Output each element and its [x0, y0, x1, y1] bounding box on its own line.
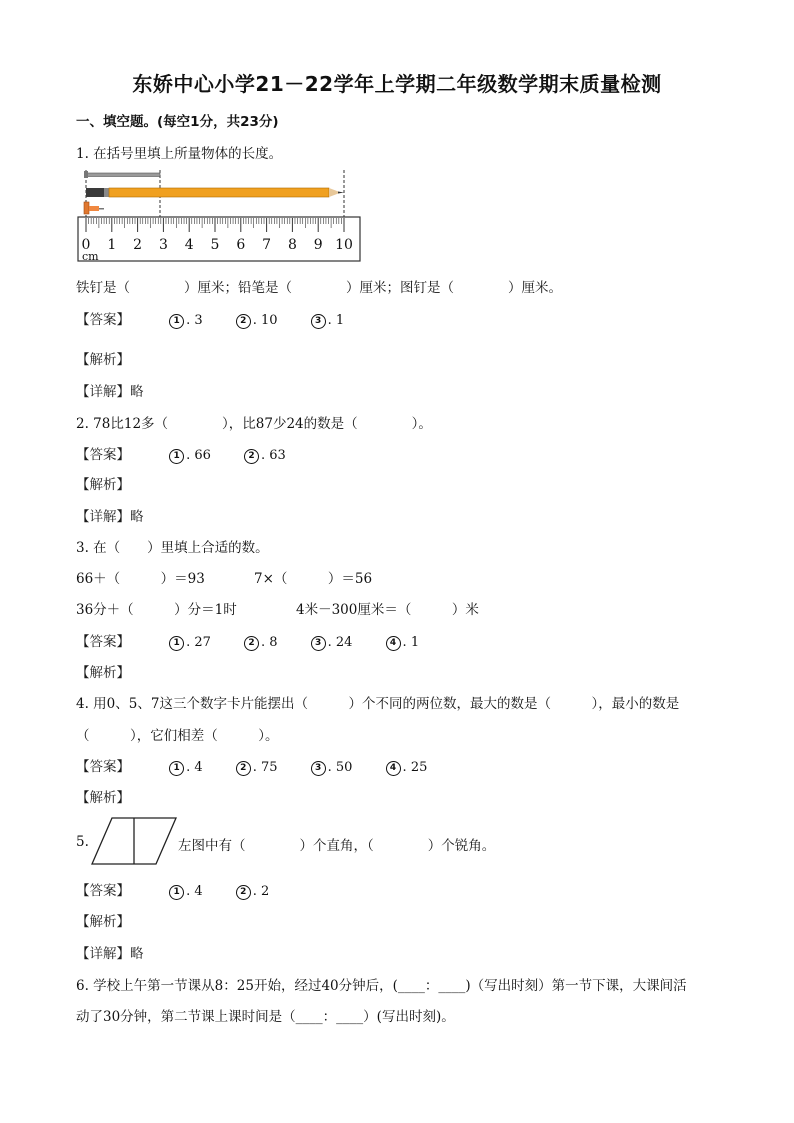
circle-number: 1 [169, 636, 184, 651]
ruler-tick-label: 3 [158, 237, 168, 253]
nail-icon [84, 171, 160, 178]
ruler-figure [76, 164, 366, 264]
answer-value: 3 [194, 313, 203, 328]
answer-value: 75 [261, 760, 278, 775]
circle-number: 1 [169, 885, 184, 900]
answer-value: 4 [194, 760, 203, 775]
analysis-tag: 【解析】 [76, 790, 130, 806]
question-3-eq3: 36分＋（ ）分＝1时 [76, 602, 237, 618]
circle-number: 2 [236, 885, 251, 900]
question-3-eq4: 4米－300厘米＝（ ）米 [296, 602, 479, 618]
detail-tag: 【详解】略 [76, 946, 144, 962]
question-4-text-line1: 4. 用0、5、7这三个数字卡片能摆出（ ）个不同的两位数，最大的数是（ ），最小的数是 [76, 696, 680, 712]
circle-number: 4 [386, 636, 401, 651]
answer-value: 8 [269, 635, 278, 650]
answer-row-q3: 【答案】 1 . 27 2 . 8 3 . 24 4 . 1 [76, 634, 420, 650]
parallelogram-figure [90, 815, 178, 867]
ruler-tick-label: 6 [236, 237, 246, 253]
ruler-tick-label: 0 [81, 237, 91, 253]
circle-number: 2 [236, 314, 251, 329]
answer-row-q1: 【答案】 1 . 3 2 . 10 3 . 1 [76, 312, 345, 328]
answer-value: 4 [194, 884, 203, 899]
circle-number: 3 [311, 761, 326, 776]
circle-number: 2 [244, 636, 259, 651]
ruler-tick-label: 5 [210, 237, 220, 253]
question-3-eq1: 66＋（ ）＝93 [76, 571, 205, 587]
analysis-tag: 【解析】 [76, 914, 130, 930]
ruler [78, 217, 360, 263]
question-1-text: 1. 在括号里填上所量物体的长度。 [76, 146, 283, 162]
answer-value: 66 [194, 448, 211, 463]
ruler-unit-label: cm [82, 250, 99, 263]
answer-row-q4: 【答案】 1 . 4 2 . 75 3 . 50 4 . 25 [76, 759, 428, 775]
analysis-tag: 【解析】 [76, 352, 130, 368]
ruler-tick-label: 1 [107, 237, 117, 253]
circle-number: 1 [169, 761, 184, 776]
ruler-tick-label: 2 [133, 237, 143, 253]
answer-value: 50 [335, 760, 353, 775]
answer-tag: 【答案】 [76, 634, 130, 650]
detail-tag: 【详解】略 [76, 509, 144, 525]
answer-row-q5: 【答案】 1 . 4 2 . 2 [76, 883, 270, 899]
ruler-tick-label: 7 [262, 237, 272, 253]
answer-value: 2 [261, 884, 270, 899]
question-6-text-line2: 动了30分钟，第二节课上课时间是（____：____）(写出时刻)。 [76, 1009, 455, 1025]
question-3-text: 3. 在（ ）里填上合适的数。 [76, 540, 269, 556]
analysis-tag: 【解析】 [76, 665, 130, 681]
answer-value: 1 [335, 313, 345, 328]
page-title: 东娇中心小学21－22学年上学期二年级数学期末质量检测 [132, 72, 662, 96]
answer-value: 10 [261, 313, 278, 328]
circle-number: 2 [236, 761, 251, 776]
circle-number: 4 [386, 761, 401, 776]
detail-tag: 【详解】略 [76, 384, 144, 400]
circle-number: 1 [169, 314, 184, 329]
answer-value: 24 [335, 635, 353, 650]
question-4-text-line2: （ ），它们相差（ ）。 [76, 728, 279, 744]
question-1-fill: 铁钉是（ ）厘米；铅笔是（ ）厘米；图钉是（ ）厘米。 [76, 280, 562, 296]
question-5-number: 5. [76, 834, 89, 850]
question-3-eq2: 7×（ ）＝56 [254, 571, 373, 587]
question-5-text: 左图中有（ ）个直角，（ ）个锐角。 [178, 838, 496, 854]
answer-tag: 【答案】 [76, 883, 130, 899]
answer-tag: 【答案】 [76, 312, 130, 328]
pencil-icon [86, 188, 344, 197]
ruler-tick-label: 4 [184, 237, 194, 253]
thumbtack-icon [84, 202, 104, 214]
ruler-tick-label: 9 [313, 237, 323, 253]
question-6-text-line1: 6. 学校上午第一节课从8：25开始，经过40分钟后，(____：____)（写出时刻）第一节下课，大课间活 [76, 978, 687, 994]
answer-value: 63 [269, 448, 286, 463]
ruler-tick-label: 10 [335, 237, 353, 253]
circle-number: 2 [244, 449, 259, 464]
circle-number: 3 [311, 636, 326, 651]
answer-tag: 【答案】 [76, 759, 130, 775]
ruler-tick-label: 8 [287, 237, 297, 253]
answer-tag: 【答案】 [76, 447, 130, 463]
answer-value: 1 [410, 635, 420, 650]
answer-value: 25 [410, 760, 428, 775]
circle-number: 3 [311, 314, 326, 329]
answer-value: 27 [194, 635, 211, 650]
circle-number: 1 [169, 449, 184, 464]
analysis-tag: 【解析】 [76, 477, 130, 493]
answer-row-q2: 【答案】 1 . 66 2 . 63 [76, 447, 286, 463]
question-2-text: 2. 78比12多（ ），比87少24的数是（ ）。 [76, 416, 432, 432]
section-heading: 一、填空题。(每空1分，共23分) [76, 114, 279, 130]
